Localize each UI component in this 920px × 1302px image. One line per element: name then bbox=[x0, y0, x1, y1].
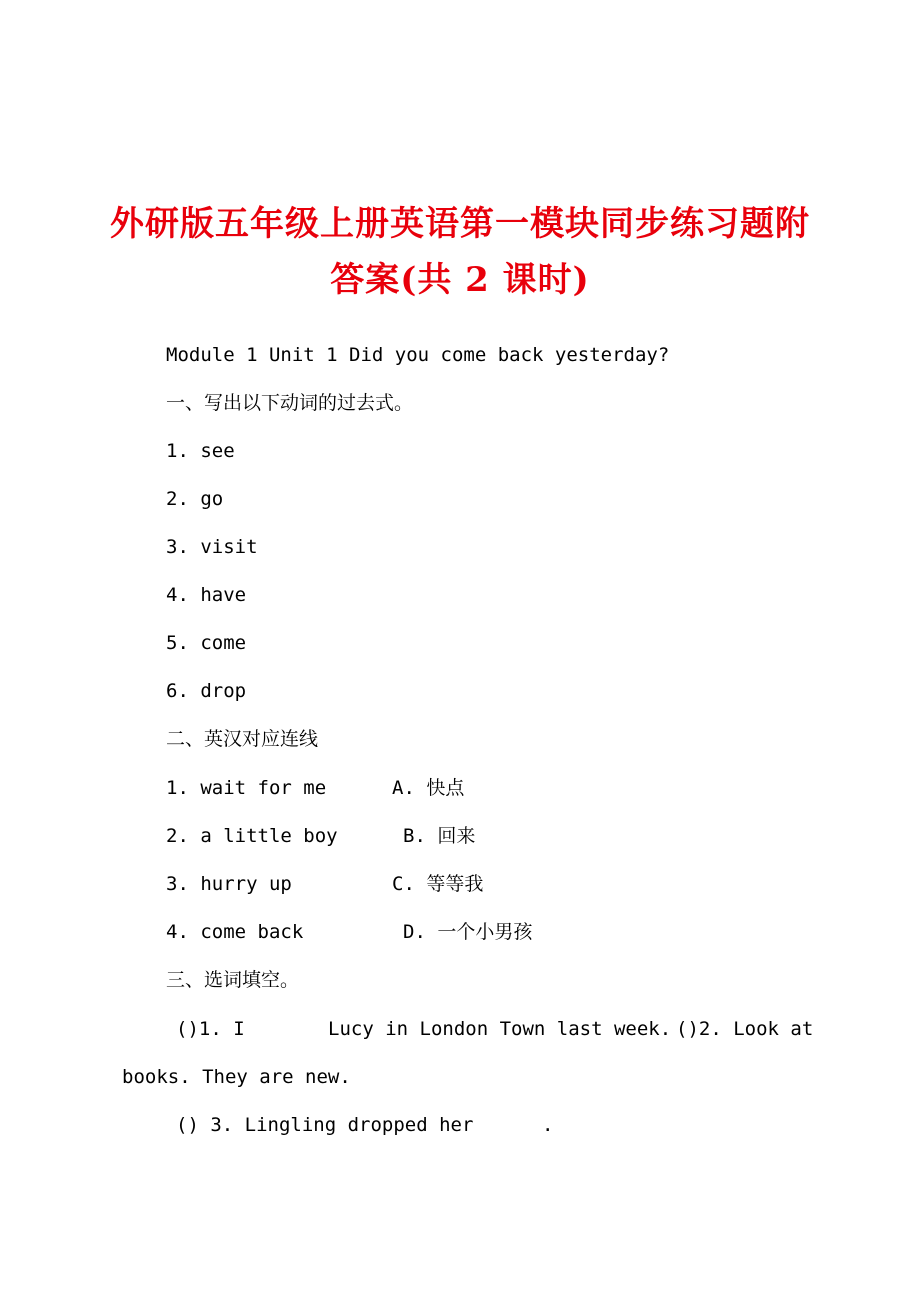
document-title-line-2: 答案(共 2 课时) bbox=[330, 260, 590, 300]
verb-item-3 bbox=[166, 534, 258, 560]
verb-word: drop bbox=[200, 680, 247, 702]
match-left-1: 1. wait for me bbox=[166, 777, 327, 799]
question-2-prefix: ()2. Look at bbox=[676, 1018, 814, 1040]
match-meaning: 一个小男孩 bbox=[437, 921, 533, 943]
question-3-end: . bbox=[542, 1114, 554, 1136]
match-right-1 bbox=[392, 775, 464, 801]
match-letter: A. bbox=[392, 777, 415, 799]
match-letter: C. bbox=[392, 873, 415, 895]
match-right-4 bbox=[403, 919, 532, 945]
match-letter: B. bbox=[403, 825, 426, 847]
module-heading: Module 1 Unit 1 Did you come back yesterday? bbox=[166, 344, 670, 366]
question-3-prefix: () 3. Lingling dropped her bbox=[176, 1114, 474, 1136]
section-2-heading: 二、英汉对应连线 bbox=[166, 728, 319, 750]
match-left-4: 4. come back bbox=[166, 921, 304, 943]
document-title-line-1: 外研版五年级上册英语第一模块同步练习题附 bbox=[110, 204, 810, 244]
verb-item-1 bbox=[166, 438, 235, 464]
verb-word: have bbox=[200, 584, 247, 606]
question-1-prefix: ()1. I bbox=[176, 1018, 245, 1040]
match-left-3: 3. hurry up bbox=[166, 873, 292, 895]
match-left-2: 2. a little boy bbox=[166, 825, 338, 847]
match-meaning: 回来 bbox=[437, 825, 476, 847]
verb-item-5 bbox=[166, 630, 246, 656]
question-1-text: Lucy in London Town last week. bbox=[328, 1018, 672, 1040]
verb-item-6 bbox=[166, 678, 246, 704]
match-meaning: 快点 bbox=[426, 777, 465, 799]
question-2-continuation: books. They are new. bbox=[122, 1066, 351, 1088]
verb-item-2 bbox=[166, 486, 223, 512]
verb-word: see bbox=[200, 440, 235, 462]
match-letter: D. bbox=[403, 921, 426, 943]
verb-word: go bbox=[200, 488, 224, 510]
verb-word: visit bbox=[200, 536, 258, 558]
verb-word: come bbox=[200, 632, 247, 654]
match-meaning: 等等我 bbox=[426, 873, 484, 895]
section-3-heading: 三、选词填空。 bbox=[166, 969, 300, 991]
item-number: 4. bbox=[166, 584, 189, 606]
verb-item-4 bbox=[166, 582, 246, 608]
section-1-heading: 一、写出以下动词的过去式。 bbox=[166, 392, 414, 414]
item-number: 6. bbox=[166, 680, 189, 702]
item-number: 1. bbox=[166, 440, 189, 462]
match-right-2 bbox=[403, 823, 475, 849]
item-number: 3. bbox=[166, 536, 189, 558]
match-right-3 bbox=[392, 871, 483, 897]
item-number: 5. bbox=[166, 632, 189, 654]
item-number: 2. bbox=[166, 488, 189, 510]
